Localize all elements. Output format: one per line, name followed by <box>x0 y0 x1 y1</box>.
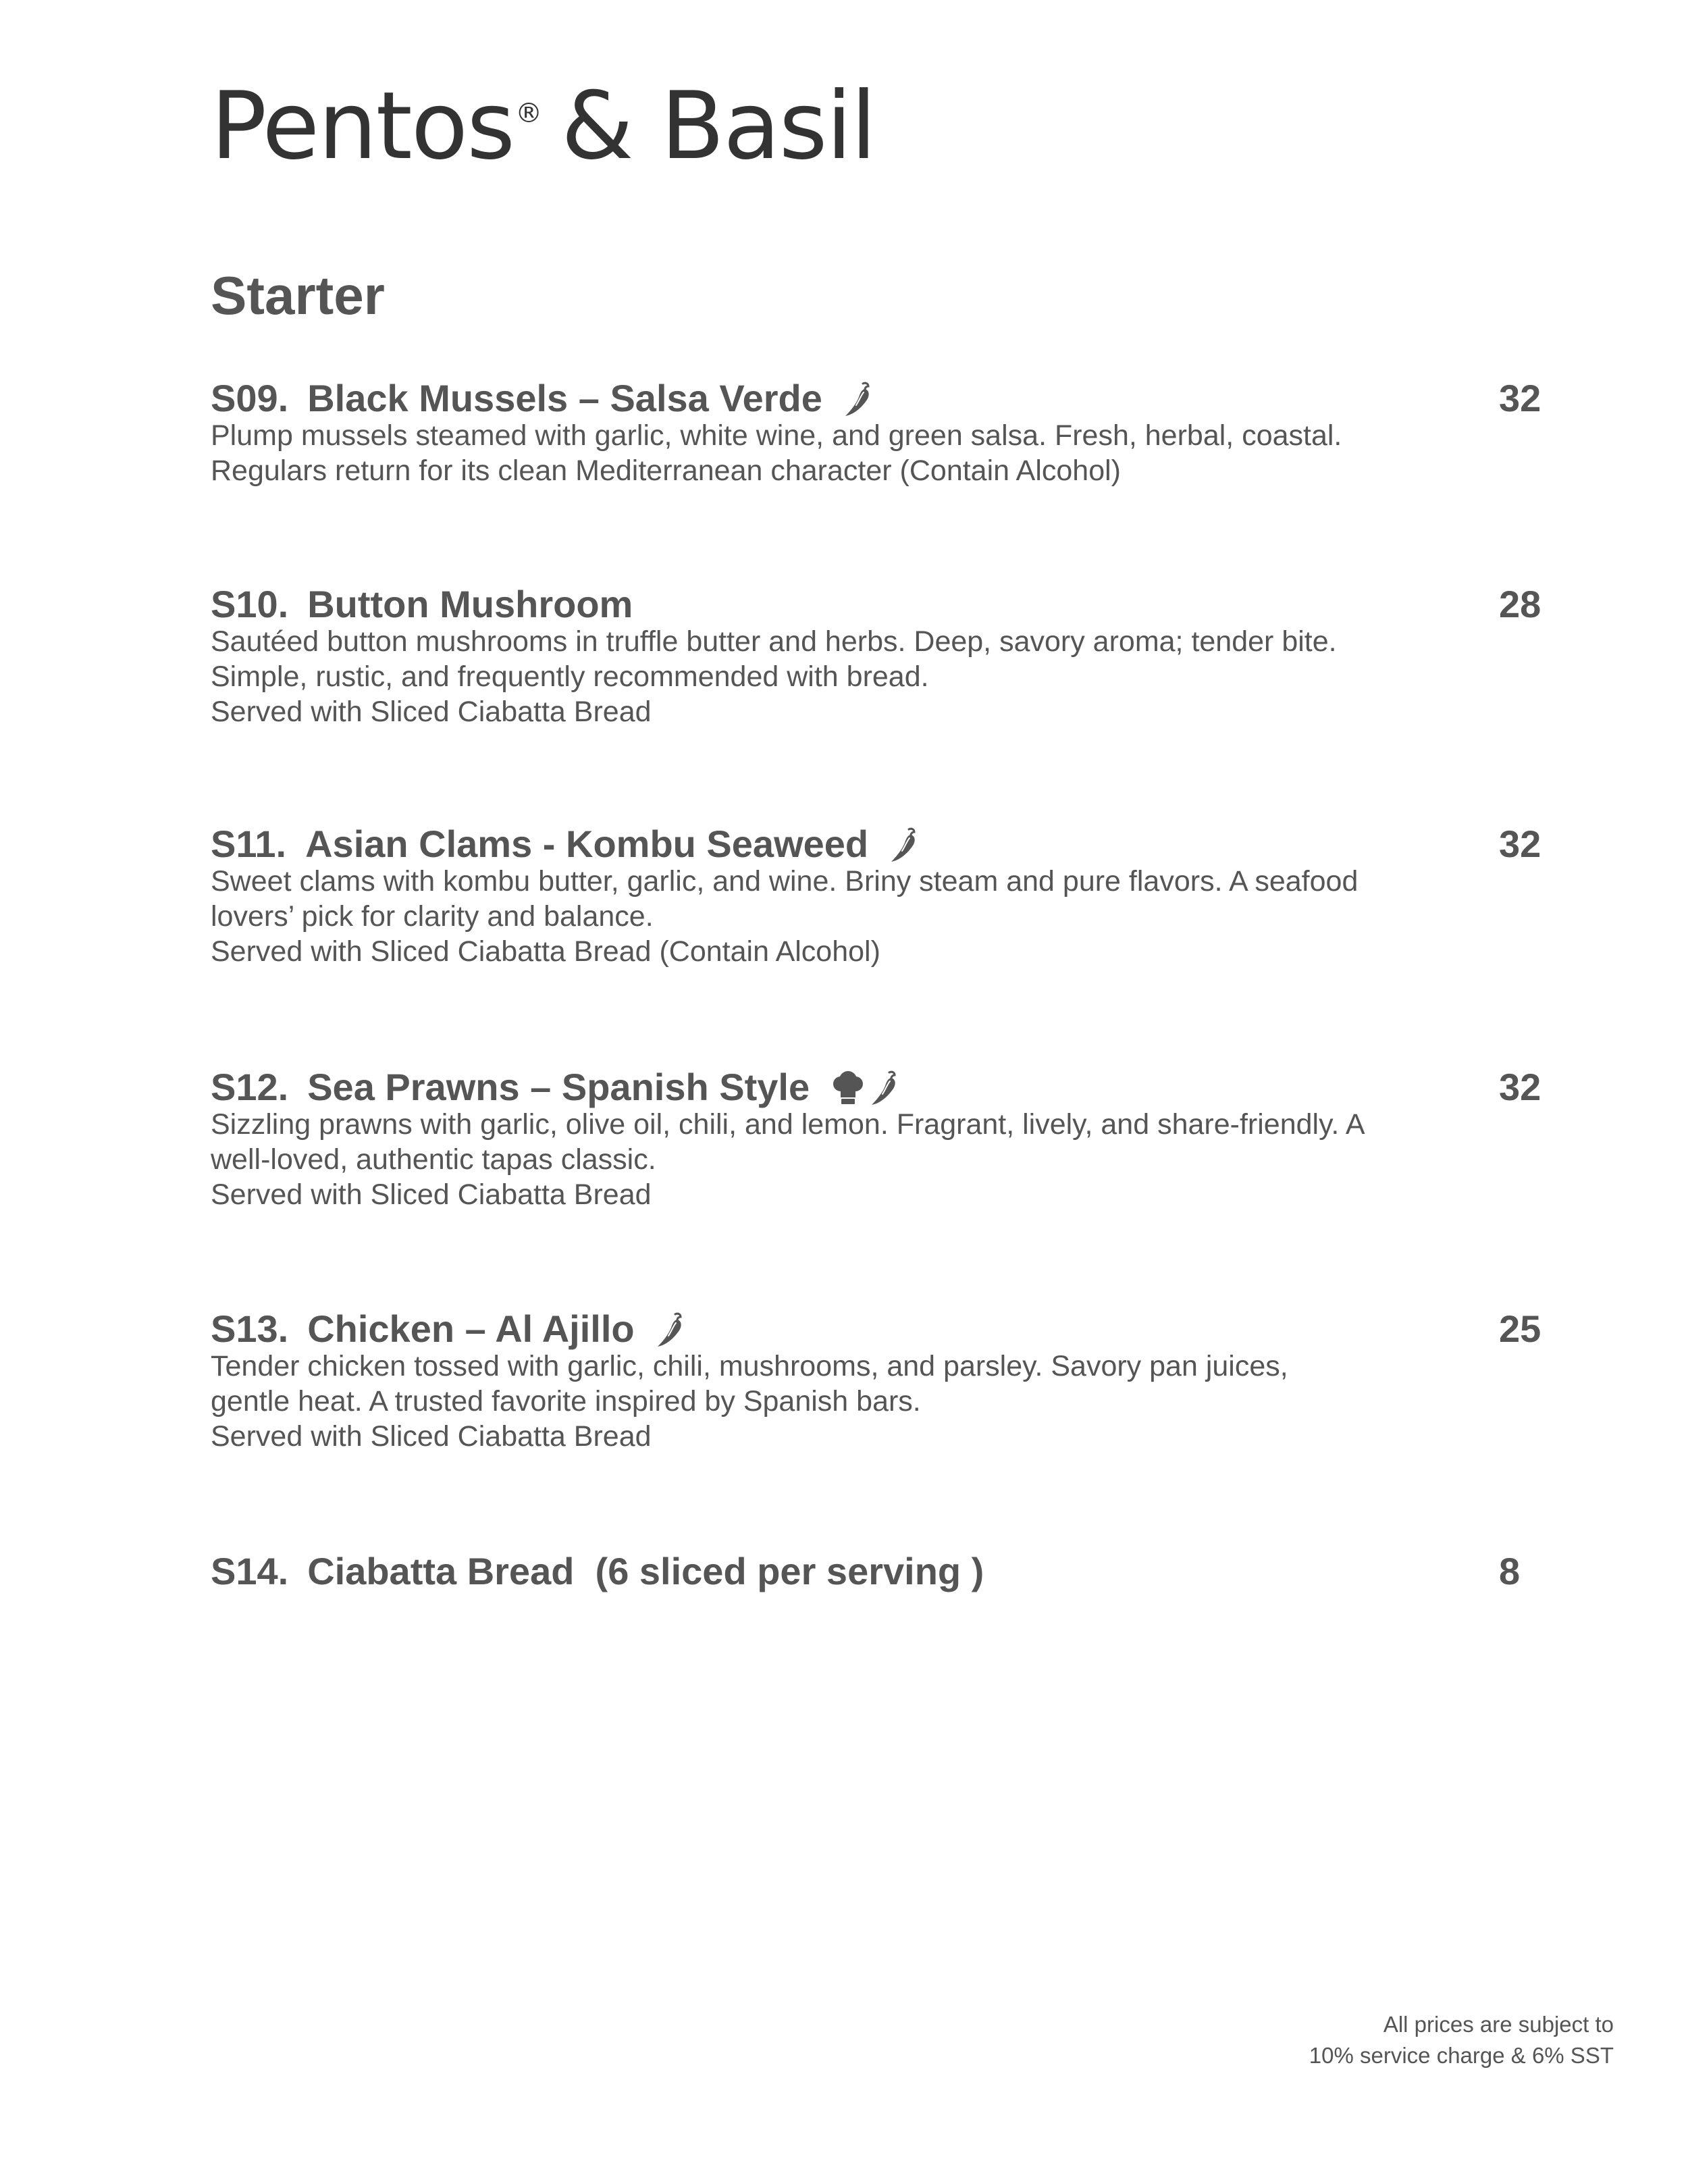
description-line: Tender chicken tossed with garlic, chili, mushrooms, and parsley. Savory pan juices, <box>211 1350 1288 1382</box>
disclaimer-line-1: All prices are subject to <box>1383 2012 1614 2037</box>
description-line: Served with Sliced Ciabatta Bread <box>211 1420 652 1453</box>
menu-item-price: 32 <box>1499 1066 1541 1108</box>
menu-item-code: S10. <box>211 583 289 625</box>
menu-item-header <box>211 1064 1541 1111</box>
description-line: Plump mussels steamed with garlic, white wine, and green salsa. Fresh, herbal, coastal. <box>211 419 1342 452</box>
menu-item-price: 25 <box>1499 1307 1541 1350</box>
menu-item-header <box>211 821 1541 868</box>
menu-item-title <box>211 821 921 870</box>
menu-item-code: S12. <box>211 1066 289 1108</box>
menu-item <box>211 821 1541 969</box>
description-line: Sweet clams with kombu butter, garlic, and wine. Briny steam and pure flavors. A seafood <box>211 865 1359 898</box>
brand-name-part1: Pentos <box>211 72 515 180</box>
disclaimer-line-2: 10% service charge & 6% SST <box>1309 2043 1614 2068</box>
menu-item-header <box>211 581 1541 628</box>
description-line: Served with Sliced Ciabatta Bread <box>211 1178 652 1211</box>
menu-item-icons <box>889 819 921 866</box>
menu-item-description <box>211 624 1480 729</box>
menu-item <box>211 1548 1541 1595</box>
menu-item <box>211 1305 1541 1454</box>
chili-icon <box>655 1304 687 1351</box>
menu-item-code: S09. <box>211 377 289 419</box>
brand-name-part2: & Basil <box>560 72 876 180</box>
menu-item-header <box>211 1548 1541 1595</box>
menu-item-description <box>211 864 1480 969</box>
menu-item <box>211 375 1541 488</box>
menu-item-name: Button Mushroom <box>307 583 633 625</box>
chili-icon <box>843 373 875 421</box>
menu-item-title <box>211 1064 901 1114</box>
description-line: Served with Sliced Ciabatta Bread (Contain Alcohol) <box>211 935 880 968</box>
menu-item-name: Ciabatta Bread (6 sliced per serving ) <box>307 1550 984 1592</box>
price-disclaimer <box>1309 2009 1614 2071</box>
menu-item-title <box>211 375 875 425</box>
menu-item-icons <box>655 1304 687 1351</box>
chef-hat-icon <box>830 1062 869 1110</box>
menu-item-header <box>211 375 1541 422</box>
menu-item-name: Sea Prawns – Spanish Style <box>307 1066 810 1108</box>
menu-item-name: Black Mussels – Salsa Verde <box>307 377 822 419</box>
registered-mark: ® <box>515 98 542 129</box>
brand-logo <box>211 72 876 180</box>
description-line: Sautéed button mushrooms in truffle butter and herbs. Deep, savory aroma; tender bite. <box>211 625 1337 658</box>
menu-item-price: 8 <box>1499 1550 1521 1592</box>
menu-item <box>211 1064 1541 1212</box>
menu-item-name: Asian Clams - Kombu Seaweed <box>305 823 869 865</box>
menu-item-price: 32 <box>1499 823 1541 865</box>
menu-item-code: S14. <box>211 1550 289 1592</box>
menu-item-title <box>211 581 633 628</box>
description-line: Served with Sliced Ciabatta Bread <box>211 696 652 728</box>
section-title: Starter <box>211 265 385 326</box>
description-line: Sizzling prawns with garlic, olive oil, chili, and lemon. Fragrant, lively, and share-friendly. A <box>211 1108 1365 1141</box>
description-line: Regulars return for its clean Mediterranean character (Contain Alcohol) <box>211 454 1121 487</box>
chili-icon <box>869 1062 901 1110</box>
menu-item-code: S13. <box>211 1307 289 1350</box>
menu-item-icons <box>843 373 875 421</box>
menu-item-description <box>211 1349 1480 1454</box>
description-line: well-loved, authentic tapas classic. <box>211 1143 656 1176</box>
menu-item-title <box>211 1305 687 1355</box>
description-line: gentle heat. A trusted favorite inspired by Spanish bars. <box>211 1385 921 1418</box>
menu-item-header <box>211 1305 1541 1353</box>
menu-item-price: 32 <box>1499 377 1541 419</box>
menu-item-title <box>211 1548 984 1595</box>
menu-item-name: Chicken – Al Ajillo <box>307 1307 635 1350</box>
menu-item-description <box>211 418 1480 488</box>
menu-item <box>211 581 1541 729</box>
menu-item-code: S11. <box>211 823 287 865</box>
description-line: lovers’ pick for clarity and balance. <box>211 900 654 933</box>
chili-icon <box>889 819 921 866</box>
menu-item-icons <box>830 1062 901 1110</box>
menu-item-description <box>211 1107 1480 1212</box>
description-line: Simple, rustic, and frequently recommended with bread. <box>211 660 929 693</box>
menu-item-price: 28 <box>1499 583 1541 625</box>
